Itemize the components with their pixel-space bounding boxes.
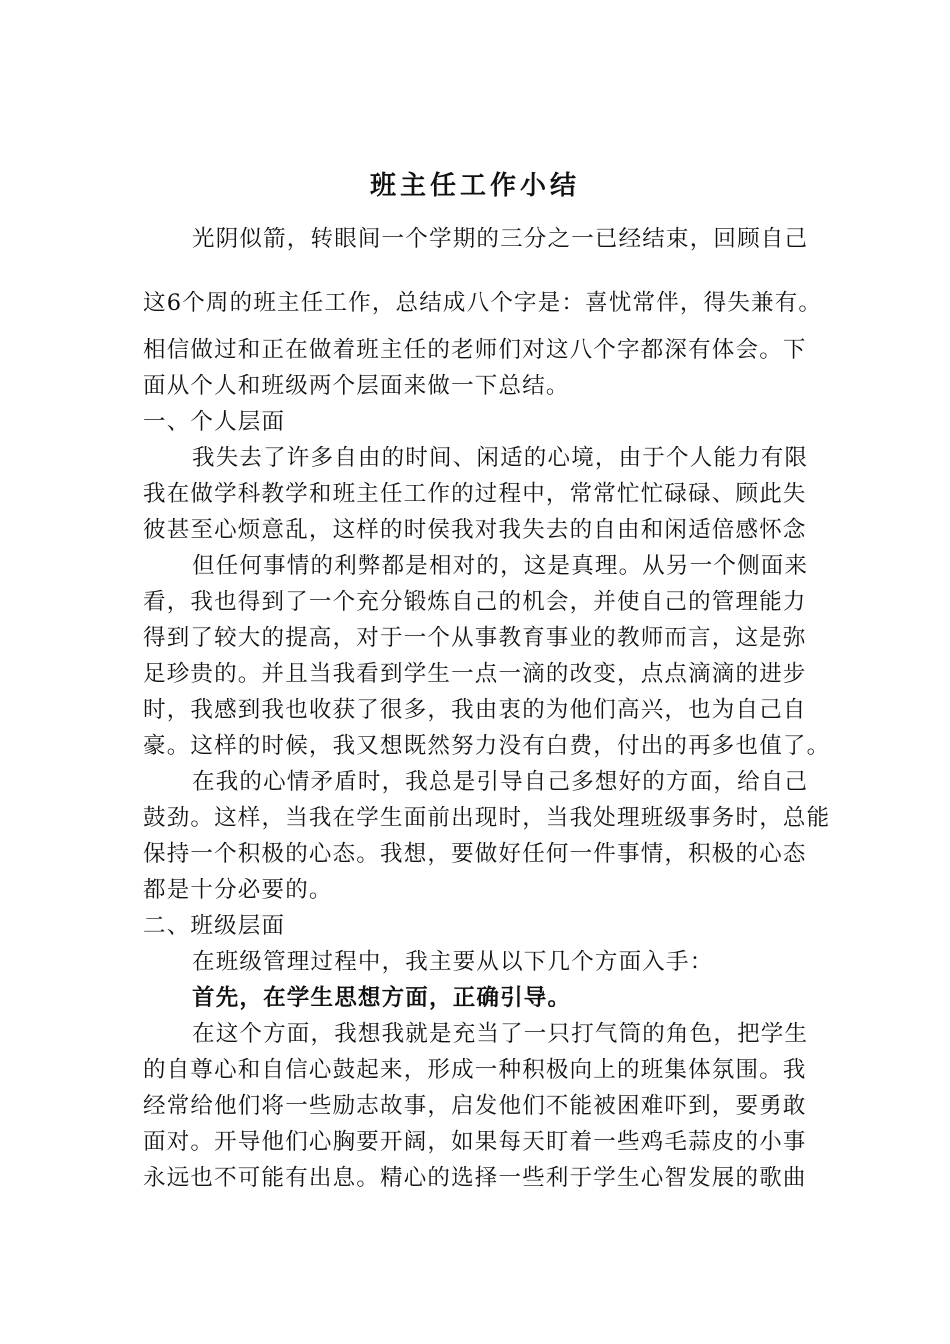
- paragraph-line: 我失去了许多自由的时间、闲适的心境，由于个人能力有限: [192, 445, 809, 471]
- paragraph-line: 光阴似箭，转眼间一个学期的三分之一已经结束，回顾自己: [192, 226, 809, 252]
- paragraph-line: 豪。这样的时候，我又想既然努力没有白费，付出的再多也值了。: [143, 733, 831, 759]
- paragraph-line: 经常给他们将一些励志故事，启发他们不能被困难吓到，要勇敢: [143, 1093, 807, 1119]
- paragraph-line: 得到了较大的提高，对于一个从事教育事业的教师而言，这是弥: [143, 625, 807, 651]
- paragraph-line: 保持一个积极的心态。我想，要做好任何一件事情，积极的心态: [143, 841, 807, 867]
- paragraph-line: 在班级管理过程中，我主要从以下几个方面入手：: [192, 949, 714, 975]
- document-title: 班主任工作小结: [369, 171, 580, 201]
- paragraph-line: 永远也不可能有出息。精心的选择一些利于学生心智发展的歌曲: [143, 1165, 807, 1191]
- paragraph-line: 面对。开导他们心胸要开阔，如果每天盯着一些鸡毛蒜皮的小事: [143, 1129, 807, 1155]
- paragraph-line: 在我的心情矛盾时，我总是引导自己多想好的方面，给自己: [192, 769, 809, 795]
- paragraph-line: 都是十分必要的。: [143, 877, 333, 903]
- paragraph-line: 鼓劲。这样，当我在学生面前出现时，当我处理班级事务时，总能: [143, 805, 831, 831]
- subsection-heading: 首先，在学生思想方面，正确引导。: [192, 985, 572, 1011]
- paragraph-line: 在这个方面，我想我就是充当了一只打气筒的角色，把学生: [192, 1021, 809, 1047]
- paragraph-line: 这6个周的班主任工作，总结成八个字是：喜忧常伴，得失兼有。: [143, 290, 823, 316]
- paragraph-line: 彼甚至心烦意乱，这样的时侯我对我失去的自由和闲适倍感怀念: [143, 517, 807, 543]
- paragraph-line: 面从个人和班级两个层面来做一下总结。: [143, 373, 570, 399]
- section-heading: 二、班级层面: [143, 913, 286, 939]
- paragraph-line: 足珍贵的。并且当我看到学生一点一滴的改变，点点滴滴的进步: [143, 661, 807, 687]
- paragraph-line: 的自尊心和自信心鼓起来，形成一种积极向上的班集体氛围。我: [143, 1057, 807, 1083]
- paragraph-line: 看，我也得到了一个充分锻炼自己的机会，并使自己的管理能力: [143, 589, 807, 615]
- paragraph-line: 但任何事情的利弊都是相对的，这是真理。从另一个侧面来: [192, 553, 809, 579]
- section-heading: 一、个人层面: [143, 409, 286, 435]
- paragraph-line: 我在做学科教学和班主任工作的过程中，常常忙忙碌碌、顾此失: [143, 481, 807, 507]
- paragraph-line: 相信做过和正在做着班主任的老师们对这八个字都深有体会。下: [143, 337, 807, 363]
- paragraph-line: 时，我感到我也收获了很多，我由衷的为他们高兴，也为自己自: [143, 697, 807, 723]
